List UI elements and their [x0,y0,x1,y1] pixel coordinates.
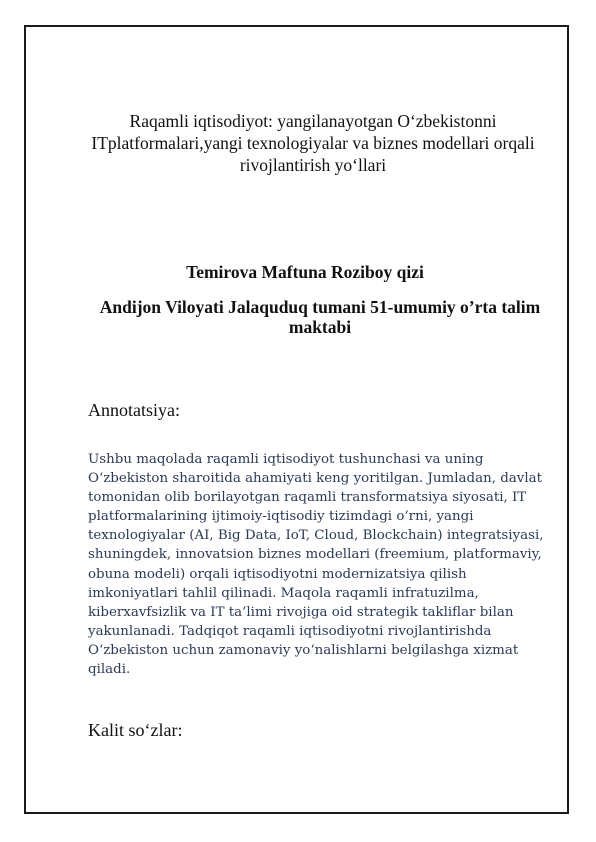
annotation-line: tomonidan olib borilayotgan raqamli transformatsiya siyosati, IT [88,490,527,506]
annotation-line: imkoniyatlari tahlil qilinadi. Maqola raqamli infratuzilma, [88,585,479,601]
annotation-line: shuningdek, innovatsion biznes modellari (freemium, platformaviy, [88,547,542,563]
article-title [75,110,551,176]
author-name: Temirova Maftuna Roziboy qizi [186,262,424,282]
keywords-heading: Kalit so‘zlar: [88,720,183,740]
title-line: ITplatformalari,yangi texnologiyalar va biznes modellari orqali [91,133,535,153]
annotation-line: platformalarining ijtimoiy-iqtisodiy tizimdagi o‘rni, yangi [88,509,474,525]
annotation-line: obuna modeli) orqali iqtisodiyotni modernizatsiya qilish [88,566,467,582]
annotation-line: Ushbu maqolada raqamli iqtisodiyot tushunchasi va uning [88,452,484,467]
annotation-heading: Annotatsiya: [88,400,180,420]
annotation-line: qiladi. [88,662,131,678]
annotation-line: O‘zbekiston uchun zamonaviy yo‘nalishlarni belgilashga xizmat [88,642,519,658]
author-affiliation [75,297,565,337]
annotation-line: kiberxavfsizlik va IT ta’limi rivojiga oid strategik takliflar bilan [88,604,514,620]
annotation-line: O‘zbekiston sharoitida ahamiyati keng yoritilgan. Jumladan, davlat [88,471,542,487]
affiliation-line: maktabi [288,317,352,337]
title-line: Raqamli iqtisodiyot: yangilanayotgan O‘zbekistonni [129,111,497,131]
affiliation-line: Andijon Viloyati Jalaquduq tumani 51-umumiy o’rta talim [99,297,541,317]
annotation-body [88,450,550,679]
annotation-line: yakunlanadi. Tadqiqot raqamli iqtisodiyotni rivojlantirishda [88,623,492,639]
annotation-line: texnologiyalar (AI, Big Data, IoT, Cloud, Blockchain) integratsiyasi, [88,528,544,544]
title-line: rivojlantirish yo‘llari [239,155,387,175]
